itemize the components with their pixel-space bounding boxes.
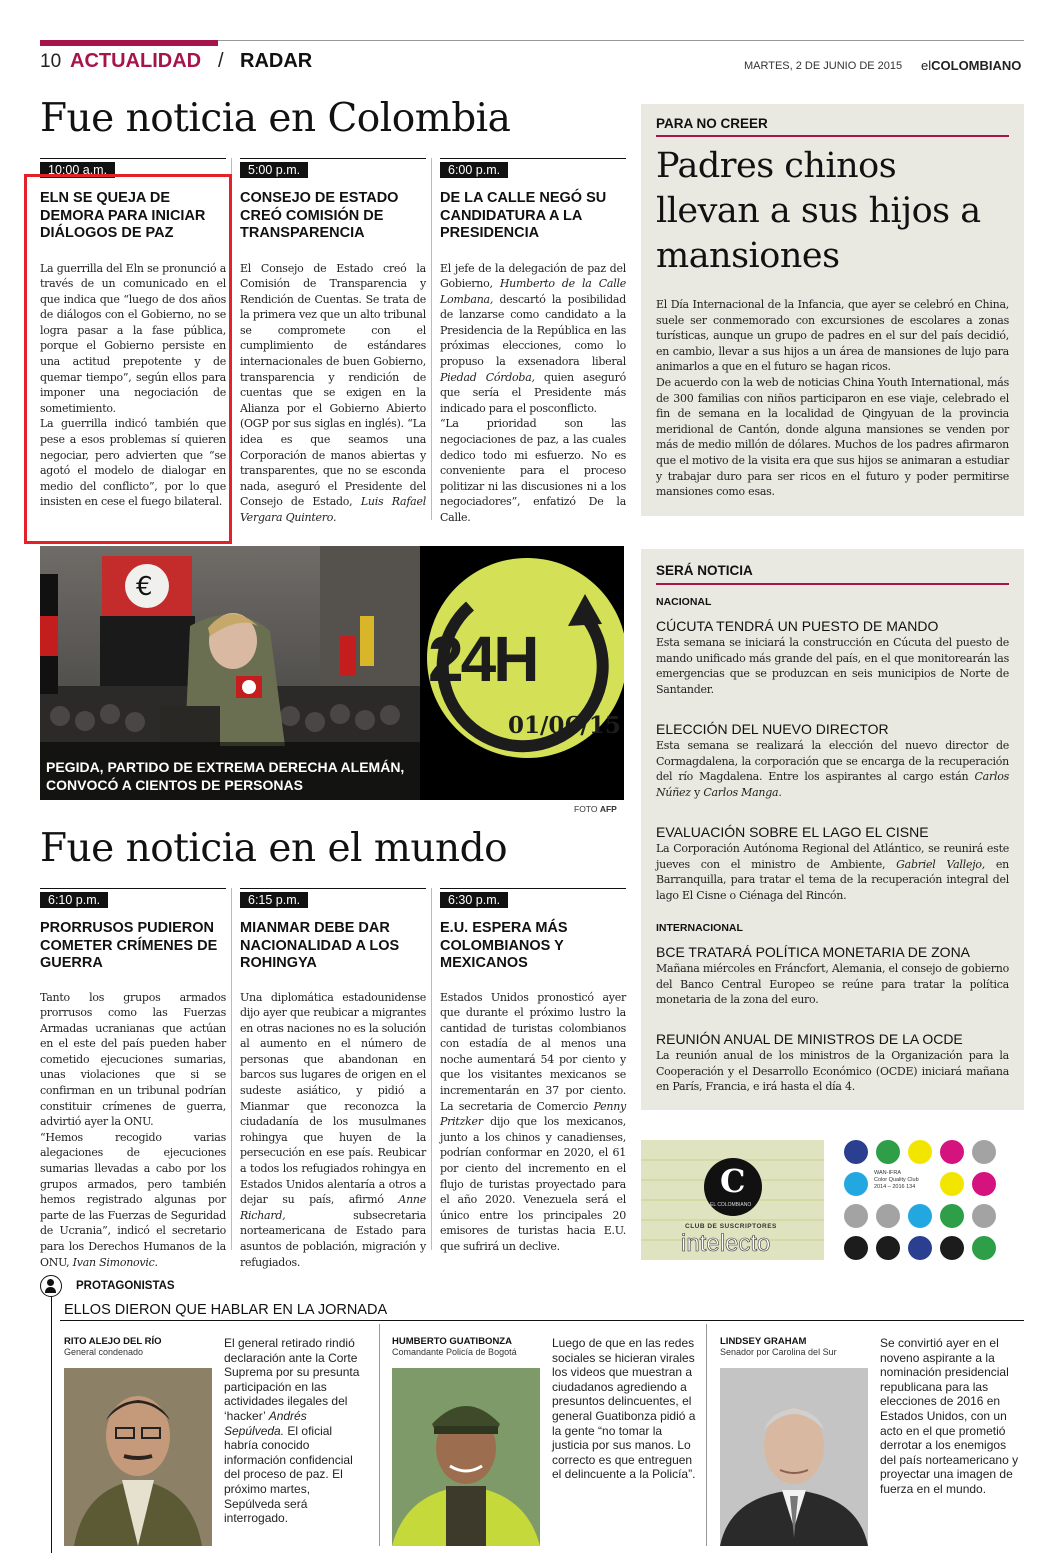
swatch-grey <box>972 1140 996 1164</box>
brand-prefix: el <box>921 58 932 73</box>
sera-noticia-item <box>656 1031 1009 1095</box>
story-body: Estados Unidos pronosticó ayer que durante el próximo lustro la cantidad de turistas colombianos con estadía de al menos una noche aumentará 54 por ciento y que los visitantes mexicanos se incrementarán en 37 por ciento. La secretaria de Comercio Penny Pritzker dijo que los mexicanos, junto a los chinos y canadienses, podrían conformar en 2020, el 61 por ciento del incremento en el flujo de turistas proyectado para el año 2020. Venezuela será el único entre los principales 20 emisores de turistas hacia E.U. que sufrirá un declive. <box>440 990 627 1253</box>
photo-credit: FOTO AFP <box>574 804 617 814</box>
badge-date: 01/06/15 <box>508 712 621 739</box>
protagonist-role: Comandante Policía de Bogotá <box>392 1347 517 1357</box>
panel-rule <box>656 583 1009 585</box>
portrait-illustration <box>64 1368 212 1546</box>
protagonist-role: Senador por Carolina del Sur <box>720 1347 837 1357</box>
swatch-green <box>876 1140 900 1164</box>
color-quality-chart <box>838 1136 1024 1264</box>
story-headline: ELN SE QUEJA DE DEMORA PARA INICIAR DIÁLOGOS DE PAZ <box>40 190 206 241</box>
sera-noticia-item <box>656 618 1009 697</box>
swatch-cyan <box>844 1172 868 1196</box>
story-time: 10:00 a.m. <box>40 162 115 178</box>
section-name: ACTUALIDAD <box>70 50 202 72</box>
protagonist-2 <box>392 1336 542 1357</box>
item-body: Esta semana se iniciará la construcción en Cúcuta del puesto de mando unificado más grande del país, en el que monitorearán las emergencias que se produzcan en seis municipios de Norte de Santander. <box>656 636 1009 696</box>
sera-noticia-item <box>656 944 1009 1008</box>
mundo-story-3 <box>440 888 626 1255</box>
mundo-story-2 <box>240 888 426 1270</box>
protagonistas-subtitle: ELLOS DIERON QUE HABLAR EN LA JORNADA <box>64 1302 388 1318</box>
story-body: La guerrilla del Eln se pronunció a través de un comunicado en el que indica que “luego de dos años de diálogos con el Gobierno, no se logra pasar a la fase pública, porque el Gobierno persiste en una actitud prepotente y de quemar tiempo”, según ellos para imponer una negociación de sometimiento. <box>40 261 226 415</box>
protagonist-photo <box>392 1368 540 1546</box>
item-headline: BCE TRATARÁ POLÍTICA MONETARIA DE ZONA <box>656 944 971 960</box>
panel-label: PARA NO CREER <box>656 116 768 131</box>
ad-club: CLUB DE SUSCRIPTORES <box>685 1223 777 1230</box>
story-time: 6:10 p.m. <box>40 892 108 908</box>
story-headline: E.U. ESPERA MÁS COLOMBIANOS Y MEXICANOS <box>440 920 568 971</box>
item-body: Esta semana se realizará la elección del nuevo director de Cormagdalena, la corporación que se encarga de la recuperación del río Magdalena. Entre los aspirantes al cargo están Carlos Núñez y Carlos Manga. <box>656 739 1009 799</box>
story-headline: DE LA CALLE NEGÓ SU CANDIDATURA A LA PRESIDENCIA <box>440 190 607 241</box>
colombia-story-2 <box>240 158 426 526</box>
svg-text:€: € <box>136 572 153 602</box>
person-name: Luis Rafael Vergara Quintero. <box>240 495 427 524</box>
swatch-magenta <box>972 1172 996 1196</box>
swatch-green <box>940 1204 964 1228</box>
protagonist-photo <box>720 1368 868 1546</box>
story-headline: CONSEJO DE ESTADO CREÓ COMISIÓN DE TRANSPARENCIA <box>240 190 399 241</box>
sera-noticia-item <box>656 824 1009 903</box>
nacional-label: NACIONAL <box>656 596 712 608</box>
item-body: La Corporación Autónoma Regional del Atlántico, se reunirá este jueves con el ministro de Ambiente, Gabriel Vallejo, en Barranquilla, para tratar el tema de la recuperación integral del lago El Cisne o Ciénaga del Rincón. <box>656 842 1009 902</box>
column-divider <box>231 888 232 1250</box>
mundo-section-title: Fue noticia en el mundo <box>40 826 508 871</box>
protagonistas-rule <box>51 1297 52 1553</box>
section-color-bar <box>40 40 218 46</box>
mundo-story-1 <box>40 888 226 1270</box>
ad-brand: intelecto <box>681 1230 771 1257</box>
masthead-brand <box>921 58 1021 73</box>
colombia-section-title: Fue noticia en Colombia <box>40 96 511 141</box>
column-divider <box>431 888 432 1250</box>
swatch-yellow <box>940 1172 964 1196</box>
subsection-name: RADAR <box>240 50 313 72</box>
section-slash: / <box>218 50 224 72</box>
protagonist-name: HUMBERTO GUATIBONZA <box>392 1336 512 1347</box>
item-body: La reunión anual de los ministros de la Organización para la Cooperación y el Desarrollo Económico (OCDE) iniciará mañana en París, Francia, e irá hasta el día 4. <box>656 1049 1009 1094</box>
sera-noticia-panel <box>641 549 1024 1110</box>
swatch-yellow <box>908 1140 932 1164</box>
wan-ifra-label: WAN-IFRA Color Quality Club 2014 – 2016 134 <box>874 1170 919 1190</box>
page-number: 10 <box>40 51 62 72</box>
swatch-cyan <box>908 1204 932 1228</box>
swatch-grey <box>876 1204 900 1228</box>
story-time: 6:15 p.m. <box>240 892 308 908</box>
swatch-black <box>876 1236 900 1260</box>
ad-logo-sub: EL COLOMBIANO <box>710 1202 752 1208</box>
story-time: 6:00 p.m. <box>440 162 508 178</box>
story-headline: MIANMAR DEBE DAR NACIONALIDAD A LOS ROHINGYA <box>240 920 400 971</box>
panel-body: El Día Internacional de la Infancia, que ayer se celebró en China, suele ser conmemorado con excursiones de escolares a zonas turísticas, aunque un grupo de padres en el sur del país decidió, en cambio, llevar a sus hijos a un área de mansiones de lujo para animarlos a que en el futuro se hagan ricos. De acuerdo con la web de noticias China Youth International, más de 300 familias con niños participaron en ese viaje, celebrado el fin de semana en la localidad de Qingyuan de la provincia meridional de Cantón, donde alguna mansiones se venden por más de medio millón de dólares. Muchos de los padres afirmaron que el motivo de la visita era que sus hijos se animaran a estudiar y trabajar duro para ser ricos en el futuro y poder permitirse mansiones como esas. <box>656 298 1009 499</box>
sera-noticia-item <box>656 721 1009 800</box>
panel-headline: Padres chinos llevan a sus hijos a mansiones <box>656 146 981 276</box>
protagonistas-underline <box>60 1320 1024 1321</box>
story-body-2: La guerrilla indicó también que pese a esos problemas sí quieren negociar, pero advierten que “se agotó el modelo de dialogar en medio del conflicto”, por lo que insisten en cese el fuego bilateral. <box>40 417 226 509</box>
swatch-green <box>972 1236 996 1260</box>
swatch-magenta <box>940 1140 964 1164</box>
protagonist-name: LINDSEY GRAHAM <box>720 1336 807 1347</box>
swatch-grey <box>972 1204 996 1228</box>
column-divider <box>431 158 432 520</box>
item-headline: CÚCUTA TENDRÁ UN PUESTO DE MANDO <box>656 618 939 634</box>
protagonist-divider <box>706 1324 707 1546</box>
protagonist-text: Luego de que en las redes sociales se hicieran virales los videos que muestran a ciudadanos agrediendo a presuntos delincuentes, el general Guatibonza pidió a la gente “no tomar la justicia por sus manos. Lo correcto es que entreguen el delincuente a la Policía”. <box>552 1336 696 1482</box>
story-body-2: “Hemos recogido varias alegaciones de ejecuciones sumarias llevadas a cabo por los grupos armados, pero también hemos registrado algunas por parte de las Fuerzas de Seguridad de Ucrania”, indicó el secretario para los Derechos Humanos de la ONU, Ivan Simonovic. <box>40 1130 226 1269</box>
ad-logo-letter: C <box>720 1162 746 1200</box>
item-body: Mañana miércoles en Fráncfort, Alemania, el consejo de gobierno del Banco Central Europeo se reúne para tratar la política monetaria de la zona del euro. <box>656 962 1009 1007</box>
issue-date: MARTES, 2 DE JUNIO DE 2015 <box>744 60 903 72</box>
protagonist-1 <box>64 1336 214 1357</box>
item-headline: ELECCIÓN DEL NUEVO DIRECTOR <box>656 721 889 737</box>
protagonistas-label: PROTAGONISTAS <box>76 1280 175 1292</box>
protagonist-text: El general retirado rindió declaración ante la Corte Suprema por su presunta participación en las actividades ilegales del ‘hacker’ Andrés Sepúlveda. El oficial habría conocido información confidencial del proceso de paz. El próximo martes, Sepúlveda será interrogado. <box>224 1336 360 1526</box>
brand-name: COLOMBIANO <box>931 58 1022 73</box>
story-body: El jefe de la delegación de paz del Gobierno, Humberto de la Calle Lombana, descartó la posibilidad de lanzarse como candidato a la Presidencia de la República en las próximas elecciones, como lo propuso la exsenadora liberal Piedad Córdoba, quien aseguró que sería el Presidente más indicado para el posconflicto. <box>440 261 626 415</box>
protagonist-3 <box>720 1336 870 1357</box>
swatch-black <box>940 1236 964 1260</box>
panel-label: SERÁ NOTICIA <box>656 563 753 578</box>
story-body: El Consejo de Estado creó la Comisión de Transparencia y Rendición de Cuentas. Se trata de la primera vez que un alto tribunal se compromete con el cumplimiento de estándares internacionales de buen Gobierno, transparencia y rendición de cuentas que se exigen en la Alianza por el Gobierno Abierto (OGP por sus siglas en inglés). “La idea es que seamos una Corporación de manos abiertas y transparentes, que no se esconda nada, aseguró el Presidente del Consejo de Estado, Luis Rafael Vergara Quintero. <box>240 261 427 524</box>
internacional-label: INTERNACIONAL <box>656 922 743 934</box>
story-time: 5:00 p.m. <box>240 162 308 178</box>
protagonist-role: General condenado <box>64 1347 144 1357</box>
highlight-frame <box>24 174 232 544</box>
portrait-illustration <box>720 1368 868 1546</box>
badge-24h: 24H <box>428 623 537 695</box>
swatch-black <box>844 1236 868 1260</box>
panel-rule <box>656 135 1009 137</box>
protagonist-name: RITO ALEJO DEL RÍO <box>64 1336 162 1347</box>
swatch-blue <box>844 1140 868 1164</box>
swatch-blue <box>908 1236 932 1260</box>
story-headline: PRORRUSOS PUDIERON COMETER CRÍMENES DE GUERRA <box>40 920 218 971</box>
news-photo <box>40 546 624 800</box>
portrait-illustration <box>392 1368 540 1546</box>
photo-caption: PEGIDA, PARTIDO DE EXTREMA DERECHA ALEMÁN, CONVOCÓ A CIENTOS DE PERSONAS <box>46 759 405 793</box>
story-body-2: “La prioridad son las negociaciones de paz, a las cuales dedico todo mi esfuerzo. No es conveniente para el proceso politizar ni las discusiones ni a los negociadores”, enfatizó De la Calle. <box>440 417 626 524</box>
story-time: 6:30 p.m. <box>440 892 508 908</box>
protagonist-text: Se convirtió ayer en el noveno aspirante a la nominación presidencial republicana para las elecciones de 2016 en Estados Unidos, con un acto en el que prometió derrotar a los enemigos del país norteamericano y proyectar una imagen de fuerza en el mundo. <box>880 1336 1019 1496</box>
story-body: Una diplomática estadounidense dijo ayer que reubicar a migrantes en otras naciones no es la solución al aumento en el número de personas que abandonan en barcos sus lugares de origen en el sudeste asiático, y pidió a Mianmar que reconozca la ciudadanía de los musulmanes rohingya que huyen de la persecución en ese país. Reubicar a todos los refugiados rohingya en Estados Unidos alentaría a otros a dejar su país, afirmó Anne Richard, subsecretaria norteamericana de Estado para asuntos de población, migración y refugiados. <box>240 990 427 1269</box>
protagonist-divider <box>379 1324 380 1546</box>
protagonist-photo <box>64 1368 212 1546</box>
colombia-story-3 <box>440 158 626 526</box>
swatch-grey <box>844 1204 868 1228</box>
item-headline: REUNIÓN ANUAL DE MINISTROS DE LA OCDE <box>656 1031 963 1047</box>
item-headline: EVALUACIÓN SOBRE EL LAGO EL CISNE <box>656 824 929 840</box>
intelecto-ad[interactable] <box>641 1140 824 1260</box>
person-icon <box>40 1275 62 1297</box>
para-no-creer-panel <box>641 104 1024 516</box>
story-body: Tanto los grupos armados prorrusos como las Fuerzas Armadas ucranianas que actúan en el este del país pueden haber cometido ejecuciones sumarias, unas violaciones que si se confirman en un tribunal podrían constituir crímenes de guerra, advirtió ayer la ONU. <box>40 990 226 1129</box>
